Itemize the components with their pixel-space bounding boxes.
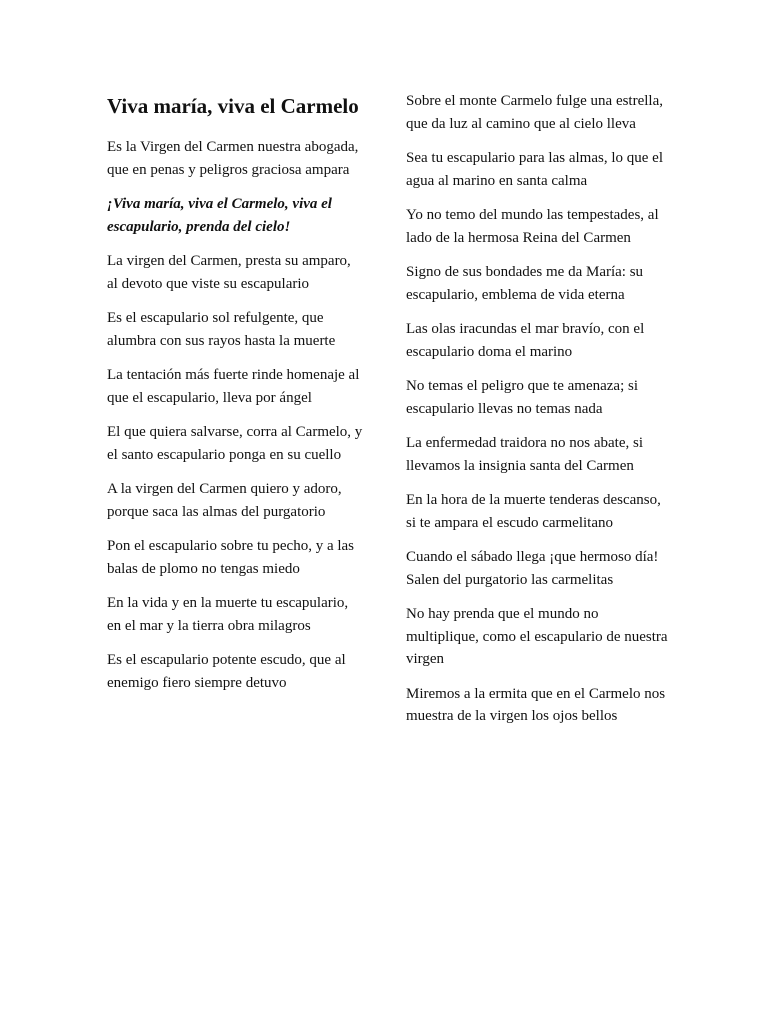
- chorus: ¡Viva maría, viva el Carmelo, viva el escapulario, prenda del cielo!: [107, 196, 332, 235]
- verse: Yo no temo del mundo las tempestades, al lado de la hermosa Reina del Carmen: [406, 207, 659, 246]
- verse: Signo de sus bondades me da María: su escapulario, emblema de vida eterna: [406, 264, 644, 303]
- verse: Las olas iracundas el mar bravío, con el escapulario doma el marino: [406, 321, 645, 360]
- verse: La enfermedad traidora no nos abate, si llevamos la insignia santa del Carmen: [406, 435, 643, 474]
- verse: A la virgen del Carmen quiero y adoro, porque saca las almas del purgatorio: [107, 481, 342, 520]
- verse: Cuando el sábado llega ¡que hermoso día! Salen del purgatorio las carmelitas: [406, 549, 659, 588]
- verse: Sea tu escapulario para las almas, lo que el agua al marino en santa calma: [406, 150, 663, 189]
- verse: Es la Virgen del Carmen nuestra abogada, que en penas y peligros graciosa ampara: [107, 139, 359, 178]
- verse: En la hora de la muerte tenderas descanso, si te ampara el escudo carmelitano: [406, 492, 661, 531]
- verse: Miremos a la ermita que en el Carmelo nos muestra de la virgen los ojos bellos: [406, 685, 666, 724]
- left-column: [107, 0, 365, 706]
- verse: No hay prenda que el mundo no multiplique, como el escapulario de nuestra virgen: [406, 606, 668, 667]
- verse: La virgen del Carmen, presta su amparo, al devoto que viste su escapulario: [107, 253, 351, 292]
- verse: En la vida y en la muerte tu escapulario, en el mar y la tierra obra milagros: [107, 595, 349, 634]
- verse: El que quiera salvarse, corra al Carmelo, y el santo escapulario ponga en su cuello: [107, 424, 363, 463]
- right-column: [406, 0, 668, 740]
- verse: Pon el escapulario sobre tu pecho, y a las balas de plomo no tengas miedo: [107, 538, 355, 577]
- page-title: Viva maría, viva el Carmelo: [107, 94, 359, 118]
- verse: La tentación más fuerte rinde homenaje al que el escapulario, lleva por ángel: [107, 367, 360, 406]
- verse: Sobre el monte Carmelo fulge una estrella, que da luz al camino que al cielo lleva: [406, 93, 663, 132]
- verse: Es el escapulario sol refulgente, que alumbra con sus rayos hasta la muerte: [107, 310, 336, 349]
- verse: Es el escapulario potente escudo, que al enemigo fiero siempre detuvo: [107, 652, 346, 691]
- verse: No temas el peligro que te amenaza; si escapulario llevas no temas nada: [406, 378, 638, 417]
